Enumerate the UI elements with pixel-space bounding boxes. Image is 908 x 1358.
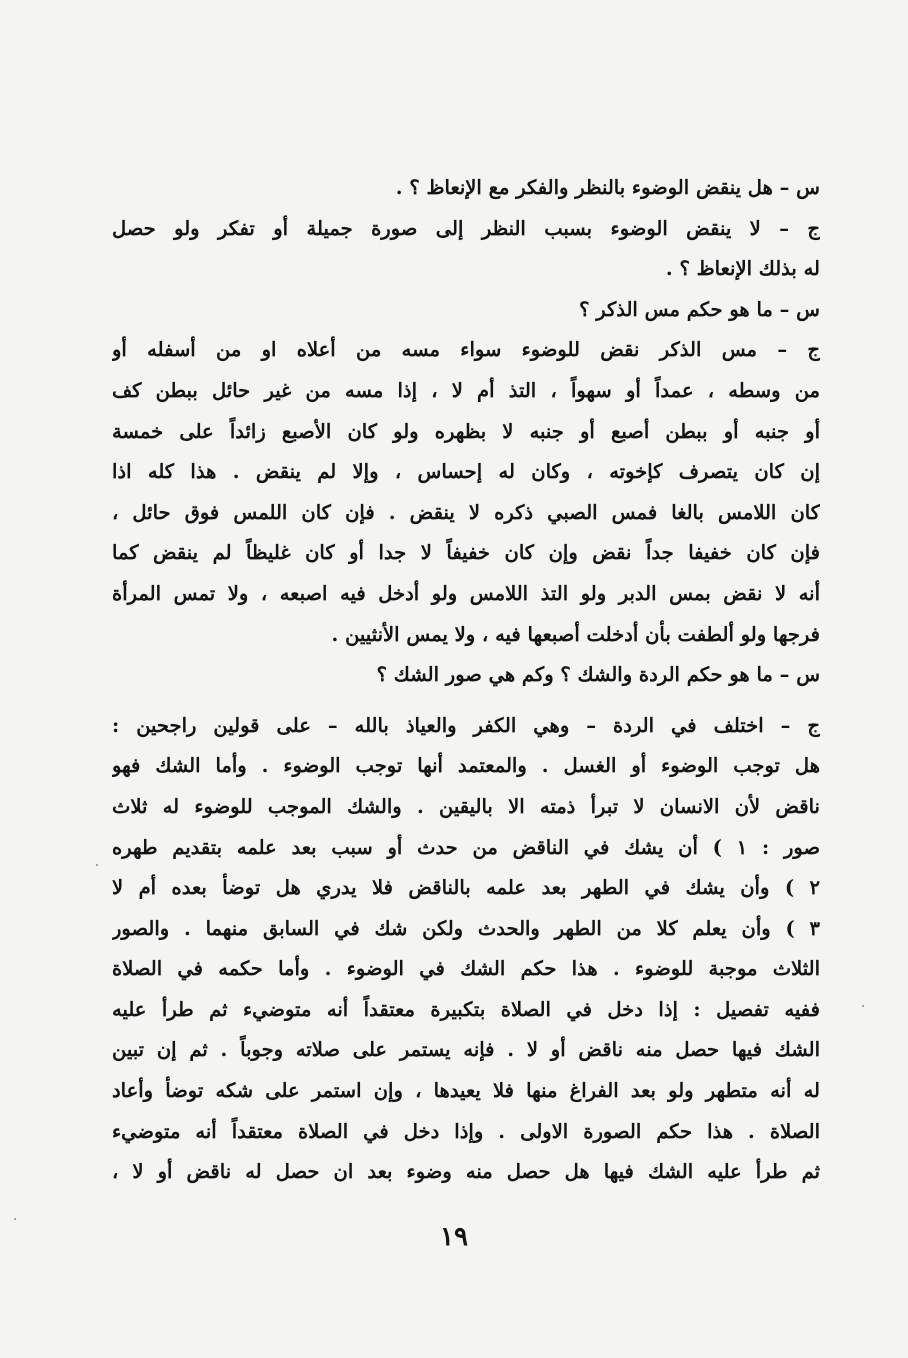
text-line: إن كان يتصرف كإخوته ، وكان له إحساس ، وإلا لم ينقض . هذا كله اذا	[112, 460, 820, 484]
text-line: ثم طرأ عليه الشك فيها هل حصل منه وضوء بعد ان حصل له ناقض أو لا ،	[112, 1160, 820, 1184]
page-text	[112, 168, 820, 1193]
page-number: ١٩	[440, 1222, 468, 1252]
text-line: الشك فيها حصل منه ناقض أو لا . فإنه يستمر على صلاته وجوباً . ثم إن تبين	[112, 1038, 820, 1062]
text-line: ٢ ) وأن يشك في الطهر بعد علمه بالناقض فلا يدري هل توضأ بعده أم لا	[112, 876, 820, 900]
text-line: ٣ ) وأن يعلم كلا من الطهر والحدث ولكن شك في السابق منهما . والصور	[112, 916, 820, 940]
text-line: أنه لا نقض بمس الدبر ولو التذ اللامس ولو أدخل فيه اصبعه ، ولا تمس المرأة	[112, 581, 820, 605]
text-line: هل توجب الوضوء أو الغسل . والمعتمد أنها توجب الوضوء . وأما الشك فهو	[112, 754, 820, 778]
text-line: من وسطه ، عمداً أو سهواً ، التذ أم لا ، إذا مسه من غير حائل ببطن كف	[112, 378, 820, 402]
text-line-question: س – ما هو حكم مس الذكر ؟	[579, 297, 820, 321]
text-line: له بذلك الإنعاظ ؟ .	[665, 257, 820, 281]
text-line: فرجها ولو ألطفت بأن أدخلت أصبعها فيه ، ولا يمس الأنثيين .	[331, 622, 820, 646]
scan-speck	[14, 1218, 16, 1220]
text-line: له أنه متطهر ولو بعد الفراغ منها فلا يعيدها ، وإن استمر على شكه توضأ وأعاد	[112, 1079, 820, 1103]
text-line-question: س – هل ينقض الوضوء بالنظر والفكر مع الإنعاظ ؟ .	[395, 176, 820, 199]
text-line: فإن كان خفيفا جداً نقض وإن كان خفيفاً لا جدا أو كان غليظاً لم ينقض كما	[112, 541, 820, 565]
scan-speck	[96, 864, 98, 866]
text-line-answer: ج – اختلف في الردة – وهي الكفر والعياذ بالله – على قولين راجحين :	[112, 713, 820, 737]
paragraph-gap	[112, 696, 820, 706]
text-line: صور : ١ ) أن يشك في الناقض من حدث أو سبب بعد علمه بتقديم طهره	[112, 835, 820, 859]
text-line-answer: ج – مس الذكر نقض للوضوء سواء مسه من أعلاه او من أسفله أو	[112, 338, 820, 362]
text-line: كان اللامس بالغا فمس الصبي ذكره لا ينقض . فإن كان اللمس فوق حائل ،	[112, 500, 820, 524]
text-line: ناقض لأن الانسان لا تبرأ ذمته الا باليقين . والشك الموجب للوضوء له ثلاث	[112, 794, 820, 818]
text-line-answer: ج – لا ينقض الوضوء بسبب النظر إلى صورة جميلة أو تفكر ولو حصل	[112, 216, 820, 240]
text-line: ففيه تفصيل : إذا دخل في الصلاة بتكبيرة معتقداً أنه متوضيء ثم طرأ عليه	[112, 997, 820, 1021]
text-line: أو جنبه أو ببطن أصبع أو جنبه لا بظهره ولو كان الأصبع زائداً على خمسة	[112, 419, 820, 443]
text-line: الصلاة . هذا حكم الصورة الاولى . وإذا دخل في الصلاة معتقداً أنه متوضيء	[112, 1119, 820, 1143]
scan-speck	[862, 1005, 864, 1007]
text-line-question: س – ما هو حكم الردة والشك ؟ وكم هي صور الشك ؟	[376, 663, 820, 687]
text-line: الثلاث موجبة للوضوء . هذا حكم الشك في الوضوء . وأما حكمه في الصلاة	[112, 957, 820, 981]
